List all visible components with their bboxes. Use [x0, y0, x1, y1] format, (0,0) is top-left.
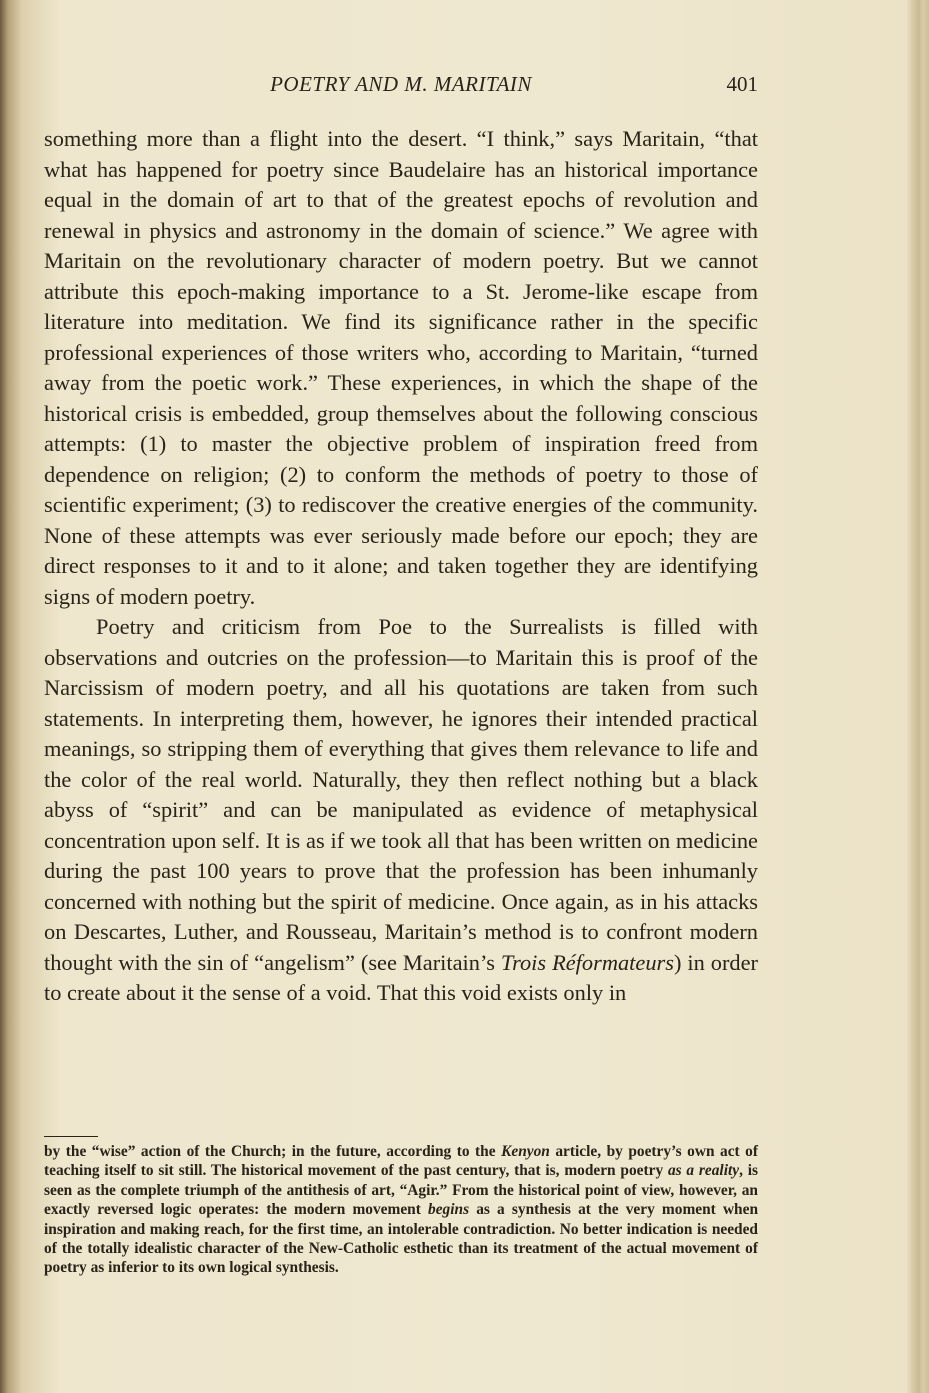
page-edge [907, 0, 929, 1393]
footnote-run: by the “wise” action of the Church; in the future, according to the [44, 1143, 502, 1160]
running-title: POETRY AND M. MARITAIN [270, 72, 532, 96]
paragraph-2 [44, 612, 758, 1009]
footnote [44, 1142, 758, 1278]
footnote-run: , is seen as the complete triumph of the antithesis of art, “Agir.” From the historical point of view, however, an exactly reversed logic operates: the modern movement [44, 1162, 758, 1219]
text-run: something more than a flight into the desert. “I think,” says Maritain, “that what has happened for poetry since Baudelaire has an historical importance equal in the domain of art to that of the greatest epochs of revolution and renewal in physics and astronomy in the domain of science.” We agree with Maritain on the revolutionary character of modern poetry. But we cannot attribute this epoch-making importance to a St. Jerome-like escape from literature into meditation. We find its significance rather in the specific professional experiences of those writers who, according to Maritain, “turned away from the poetic work.” These experiences, in which the shape of the historical crisis is embedded, group themselves about the following conscious attempts: (1) to master the objective problem of inspiration freed from dependence on religion; (2) to conform the methods of poetry to those of scientific experiment; (3) to rediscover the creative energies of the community. None of these attempts was ever seriously made before our epoch; they are direct responses to it and to it alone; and taken together they are identifying signs of modern poetry. [44, 126, 758, 609]
running-header [44, 66, 758, 102]
footnote-rule [44, 1136, 98, 1137]
text-run: Poetry and criticism from Poe to the Surrealists is filled with observations and outcries on the profession—to Maritain this is proof of the Narcissism of modern poetry, and all his quotations are taken from such statements. In interpreting them, however, he ignores their intended practical meanings, so stripping them of everything that gives them relevance to life and the color of the real world. Naturally, they then reflect nothing but a black abyss of “spirit” and can be manipulated as evidence of metaphysical concentration upon self. It is as if we took all that has been written on medicine during the past 100 years to prove that the profession has been inhumanly concerned with nothing but the spirit of medicine. Once again, as in his attacks on Descartes, Luther, and Rousseau, Maritain’s method is to confront modern thought with the sin of “angelism” (see Maritain’s [44, 614, 758, 975]
book-title-italic: Trois Réformateurs [500, 949, 674, 975]
footnote-italic: as a reality [667, 1162, 740, 1180]
footnote-run: article, by poetry’s own act of teaching itself to sit still. The historical movement of the past century, that is, modern poetry [44, 1143, 758, 1180]
text-run: ) in order to create about it the sense of a void. That this void exists only in [44, 949, 759, 1005]
footnote-italic: Kenyon [501, 1143, 550, 1160]
footnote-italic: begins [428, 1201, 470, 1219]
paragraph-1 [44, 124, 758, 612]
footnote-run: as a synthesis at the very moment when inspiration and making reach, for the first time, an intolerable contradiction. No better indication is needed of the totally idealistic character of the New-Catholic esthetic than its treatment of the actual movement of poetry as inferior to its own logical synthesis. [44, 1201, 759, 1277]
body-text [44, 124, 758, 1009]
page-number: 401 [726, 72, 758, 96]
